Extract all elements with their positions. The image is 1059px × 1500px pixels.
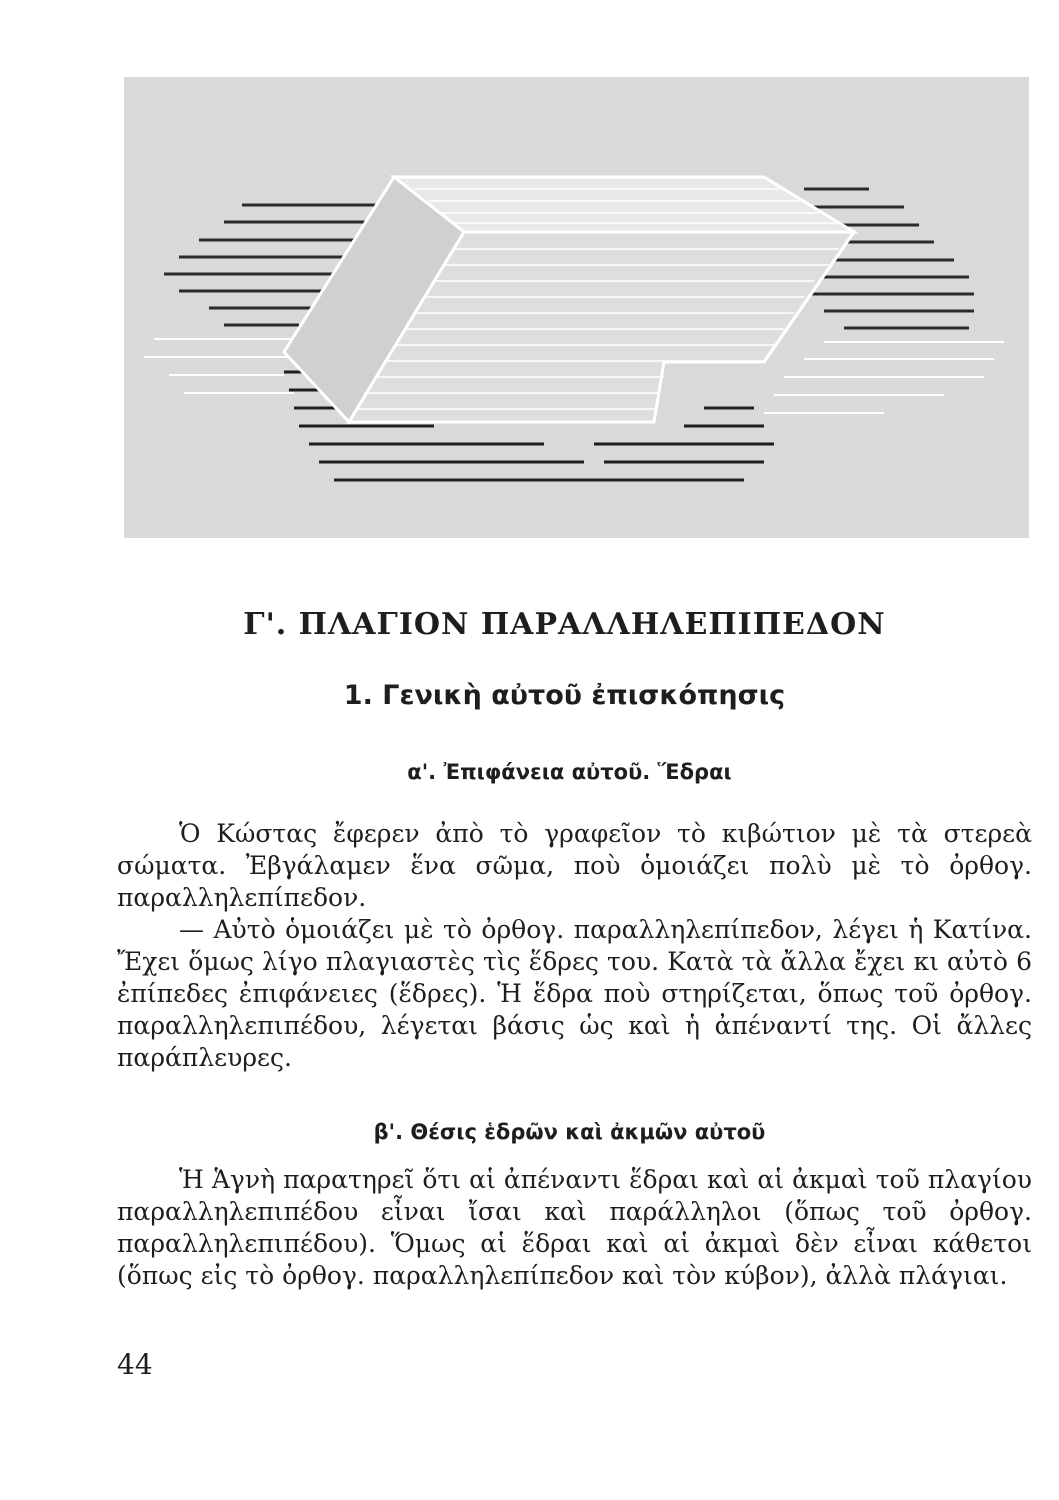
page-number: 44 bbox=[117, 1348, 153, 1381]
chapter-title: Γ'. ΠΛΑΓΙΟΝ ΠΑΡΑΛΛΗΛΕΠΙΠΕΔΟΝ bbox=[243, 607, 886, 642]
subsection-b-title: β'. Θέσις ἑδρῶν καὶ ἀκμῶν αὐτοῦ bbox=[373, 1120, 766, 1144]
paragraph: Ἡ Ἁγνὴ παρατηρεῖ ὅτι αἱ ἀπέναντι ἕδραι καὶ αἱ ἀκμαὶ τοῦ πλαγίου παραλληλεπιπέδου εἶναι ἴσαι καὶ παράλληλοι (ὅπως τοῦ ὀρθογ. παραλληλεπιπέδου). Ὅμως αἱ ἕδραι καὶ αἱ ἀκμαὶ δὲν εἶναι κάθετοι (ὅπως εἰς τὸ ὀρθογ. παραλληλεπίπεδον καὶ τὸν κύβον), ἀλλὰ πλάγιαι. bbox=[117, 1165, 1032, 1290]
paragraph: Ὁ Κώστας ἔφερεν ἀπὸ τὸ γραφεῖον τὸ κιβώτιον μὲ τὰ στερεὰ σώματα. Ἐβγάλαμεν ἕνα σῶμα, ποὺ ὁμοιάζει πολὺ μὲ τὸ ὀρθογ. παραλληλεπίπεδον. bbox=[117, 819, 1032, 912]
oblique-parallelepiped-drawing bbox=[124, 77, 1029, 538]
subsection-b-body bbox=[117, 1164, 1032, 1292]
paragraph: — Αὐτὸ ὁμοιάζει μὲ τὸ ὀρθογ. παραλληλεπίπεδον, λέγει ἡ Κατίνα. Ἔχει ὅμως λίγο πλαγιαστὲς τὶς ἕδρες του. Κατὰ τὰ ἄλλα ἔχει κι αὐτὸ 6 ἐπίπεδες ἐπιφάνειες (ἕδρες). Ἡ ἕδρα ποὺ στηρίζεται, ὅπως τοῦ ὀρθογ. παραλληλεπιπέδου, λέγεται βάσις ὡς καὶ ἡ ἀπέναντί της. Οἱ ἄλλες παράπλευρες. bbox=[117, 915, 1032, 1072]
parallelepiped-illustration bbox=[124, 77, 1029, 538]
section-title: 1. Γενικὴ αὐτοῦ ἐπισκόπησις bbox=[343, 680, 786, 711]
subsection-a-body bbox=[117, 818, 1032, 1074]
subsection-a-title: α'. Ἐπιφάνεια αὐτοῦ. Ἕδραι bbox=[407, 760, 732, 784]
